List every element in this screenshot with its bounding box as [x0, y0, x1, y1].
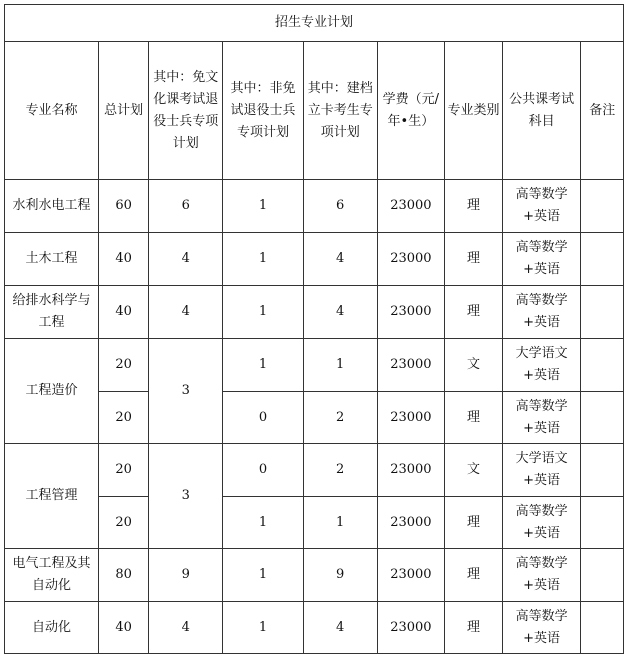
total-plan: 20 — [98, 444, 148, 497]
remark — [581, 497, 624, 549]
major-category: 文 — [445, 339, 503, 392]
exempt-plan: 3 — [149, 444, 223, 549]
exempt-plan: 4 — [149, 233, 223, 286]
major-name: 土木工程 — [5, 233, 99, 286]
remark — [581, 180, 624, 233]
non-exempt-plan: 1 — [223, 339, 304, 392]
header-category: 专业类别 — [445, 42, 503, 180]
tuition-fee: 23000 — [377, 444, 445, 497]
total-plan: 40 — [98, 286, 148, 339]
header-poverty: 其中：建档立卡考生专项计划 — [303, 42, 377, 180]
remark — [581, 602, 624, 654]
poverty-plan: 1 — [303, 497, 377, 549]
exam-subjects: 高等数学+英语 — [502, 233, 581, 286]
poverty-plan: 2 — [303, 392, 377, 444]
total-plan: 60 — [98, 180, 148, 233]
poverty-plan: 9 — [303, 549, 377, 602]
major-name: 自动化 — [5, 602, 99, 654]
total-plan: 40 — [98, 602, 148, 654]
tuition-fee: 23000 — [377, 180, 445, 233]
non-exempt-plan: 0 — [223, 444, 304, 497]
major-name: 给排水科学与工程 — [5, 286, 99, 339]
remark — [581, 444, 624, 497]
poverty-plan: 6 — [303, 180, 377, 233]
tuition-fee: 23000 — [377, 233, 445, 286]
poverty-plan: 1 — [303, 339, 377, 392]
tuition-fee: 23000 — [377, 549, 445, 602]
tuition-fee: 23000 — [377, 286, 445, 339]
header-exempt: 其中：免文化课考试退役士兵专项计划 — [149, 42, 223, 180]
tuition-fee: 23000 — [377, 602, 445, 654]
table-row — [5, 233, 624, 286]
total-plan: 20 — [98, 339, 148, 392]
exam-subjects: 高等数学+英语 — [502, 549, 581, 602]
major-name: 电气工程及其自动化 — [5, 549, 99, 602]
major-name: 水利水电工程 — [5, 180, 99, 233]
table-row — [5, 549, 624, 602]
remark — [581, 549, 624, 602]
exempt-plan: 3 — [149, 339, 223, 444]
total-plan: 40 — [98, 233, 148, 286]
exempt-plan: 4 — [149, 286, 223, 339]
enrollment-plan-table — [4, 4, 624, 654]
major-category: 理 — [445, 233, 503, 286]
total-plan: 80 — [98, 549, 148, 602]
total-plan: 20 — [98, 497, 148, 549]
major-category: 理 — [445, 392, 503, 444]
header-subjects: 公共课考试科目 — [502, 42, 581, 180]
header-fee: 学费（元/年•生） — [377, 42, 445, 180]
non-exempt-plan: 1 — [223, 497, 304, 549]
table-row — [5, 339, 624, 392]
remark — [581, 233, 624, 286]
major-category: 理 — [445, 602, 503, 654]
table-row — [5, 180, 624, 233]
non-exempt-plan: 1 — [223, 602, 304, 654]
exempt-plan: 4 — [149, 602, 223, 654]
major-category: 文 — [445, 444, 503, 497]
exam-subjects: 大学语文+英语 — [502, 444, 581, 497]
major-name: 工程造价 — [5, 339, 99, 444]
exam-subjects: 高等数学+英语 — [502, 497, 581, 549]
non-exempt-plan: 1 — [223, 233, 304, 286]
title-row — [5, 5, 624, 42]
header-name: 专业名称 — [5, 42, 99, 180]
header-non-exempt: 其中：非免试退役士兵专项计划 — [223, 42, 304, 180]
exam-subjects: 高等数学+英语 — [502, 392, 581, 444]
header-total: 总计划 — [98, 42, 148, 180]
table-row — [5, 286, 624, 339]
exam-subjects: 大学语文+英语 — [502, 339, 581, 392]
exam-subjects: 高等数学+英语 — [502, 286, 581, 339]
header-remark: 备注 — [581, 42, 624, 180]
exempt-plan: 6 — [149, 180, 223, 233]
exam-subjects: 高等数学+英语 — [502, 180, 581, 233]
poverty-plan: 4 — [303, 602, 377, 654]
tuition-fee: 23000 — [377, 339, 445, 392]
poverty-plan: 4 — [303, 233, 377, 286]
non-exempt-plan: 1 — [223, 286, 304, 339]
major-category: 理 — [445, 497, 503, 549]
non-exempt-plan: 0 — [223, 392, 304, 444]
table-row — [5, 444, 624, 497]
major-category: 理 — [445, 180, 503, 233]
tuition-fee: 23000 — [377, 497, 445, 549]
tuition-fee: 23000 — [377, 392, 445, 444]
poverty-plan: 4 — [303, 286, 377, 339]
major-category: 理 — [445, 549, 503, 602]
remark — [581, 392, 624, 444]
total-plan: 20 — [98, 392, 148, 444]
remark — [581, 286, 624, 339]
remark — [581, 339, 624, 392]
non-exempt-plan: 1 — [223, 180, 304, 233]
poverty-plan: 2 — [303, 444, 377, 497]
header-row — [5, 42, 624, 180]
major-name: 工程管理 — [5, 444, 99, 549]
non-exempt-plan: 1 — [223, 549, 304, 602]
table-row — [5, 602, 624, 654]
major-category: 理 — [445, 286, 503, 339]
table-title: 招生专业计划 — [5, 5, 624, 42]
exam-subjects: 高等数学+英语 — [502, 602, 581, 654]
exempt-plan: 9 — [149, 549, 223, 602]
